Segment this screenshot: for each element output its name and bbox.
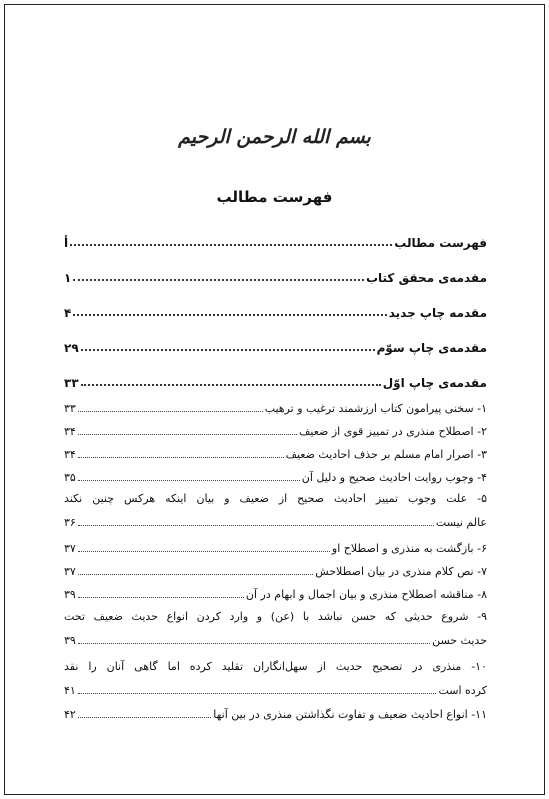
toc-entry-title: ۶- بازگشت به منذری و اصطلاح او — [331, 542, 487, 555]
toc-subentry[interactable] — [64, 425, 487, 438]
toc-entry-title: ۳- اصرار امام مسلم بر حذف احادیث ضعیف — [285, 448, 487, 461]
toc-subentry[interactable] — [64, 565, 487, 578]
toc-entry[interactable] — [64, 236, 487, 250]
toc-subentry[interactable] — [64, 471, 487, 484]
toc-page-number: ۳۳ — [64, 402, 76, 415]
dot-leader — [78, 597, 244, 598]
toc-page-number: ۳۳ — [64, 376, 79, 390]
basmala-calligraphy: بسم الله الرحمن الرحیم — [178, 126, 371, 148]
dot-leader — [73, 314, 386, 316]
toc-page-number: ۳۴ — [64, 448, 76, 461]
dot-leader — [78, 693, 437, 694]
toc-page-number: ۴ — [64, 306, 72, 320]
toc-entry[interactable] — [64, 271, 487, 285]
dot-leader — [78, 551, 330, 552]
toc-entry-title: مقدمه‌ی محقق کتاب — [365, 271, 487, 285]
toc-page-number: ۴۱ — [64, 684, 76, 697]
toc-entry-title: ۱- سخنی پیرامون کتاب ارزشمند ترغیب و ترهیب — [264, 402, 487, 415]
toc-subentry[interactable] — [64, 708, 487, 721]
toc-entry-continuation: حدیث حسن — [432, 634, 487, 647]
dot-leader — [78, 525, 434, 526]
toc-subentry[interactable] — [64, 448, 487, 461]
toc-page-number: أ — [64, 236, 69, 250]
toc-subentry[interactable] — [64, 516, 487, 529]
dot-leader — [73, 279, 364, 281]
toc-page-number: ۱ — [64, 271, 72, 285]
dot-leader — [78, 717, 211, 718]
toc-subentry[interactable] — [64, 634, 487, 647]
toc-subentry[interactable] — [64, 402, 487, 415]
toc-entry-title: ۸- مناقشه اصطلاح منذری و بیان اجمال و ابهام در آن — [245, 588, 487, 601]
dot-leader — [78, 643, 430, 644]
toc-page-number: ۳۷ — [64, 542, 76, 555]
toc-page-number: ۳۹ — [64, 634, 76, 647]
dot-leader — [78, 480, 300, 481]
dot-leader — [78, 457, 284, 458]
toc-subentry-first-line[interactable]: ۹- شروع حدیثی که حسن نباشد با (عن) و وارد کردن انواع حدیث ضعیف تحت — [64, 610, 487, 623]
toc-entry-title: ۲- اصطلاح منذری در تمییز قوی از ضعیف — [299, 425, 487, 438]
toc-entry-title: ۴- وجوب روایت احادیث صحیح و دلیل آن — [301, 471, 487, 484]
dot-leader — [81, 349, 375, 351]
toc-subentry-first-line[interactable]: ۵- علت وجوب تمییز احادیث صحیح از ضعیف و بیان اینکه هرکس چنین نکند — [64, 492, 487, 505]
toc-entry-continuation: عالم نیست — [435, 516, 487, 529]
toc-subentry[interactable] — [64, 588, 487, 601]
toc-entry-continuation: کرده است — [438, 684, 487, 697]
toc-entry[interactable] — [64, 341, 487, 355]
toc-page-number: ۳۵ — [64, 471, 76, 484]
toc-page-number: ۳۴ — [64, 425, 76, 438]
toc-entry-title: ۱۱- انواع احادیث ضعیف و تفاوت نگذاشتن منذری در بین آنها — [213, 708, 487, 721]
toc-entry[interactable] — [64, 306, 487, 320]
dot-leader — [70, 244, 392, 246]
toc-subentry-first-line[interactable]: ۱۰- منذری در تصحیح حدیث از سهل‌انگاران تقلید کرده اما گاهی آنان را نقد — [64, 660, 487, 673]
toc-page-number: ۳۶ — [64, 516, 76, 529]
page-title: فهرست مطالب — [216, 188, 333, 206]
dot-leader — [78, 434, 297, 435]
toc-page-number: ۴۲ — [64, 708, 76, 721]
toc-entry-title: فهرست مطالب — [394, 236, 487, 250]
toc-subentry[interactable] — [64, 542, 487, 555]
dot-leader — [78, 411, 263, 412]
toc-entry-title: مقدمه‌ی چاپ اوّل — [382, 376, 487, 390]
toc-entry-title: مقدمه‌ی چاپ سوّم — [376, 341, 487, 355]
page-border — [4, 4, 545, 795]
toc-entry-title: مقدمه چاپ جدید — [388, 306, 487, 320]
toc-entry-title: ۷- نص کلام منذری در بیان اصطلاحش — [315, 565, 487, 578]
toc-page-number: ۳۹ — [64, 588, 76, 601]
toc-page-number: ۳۷ — [64, 565, 76, 578]
toc-entry[interactable] — [64, 376, 487, 390]
dot-leader — [81, 384, 381, 386]
dot-leader — [78, 574, 313, 575]
toc-page-number: ۲۹ — [64, 341, 79, 355]
toc-subentry[interactable] — [64, 684, 487, 697]
